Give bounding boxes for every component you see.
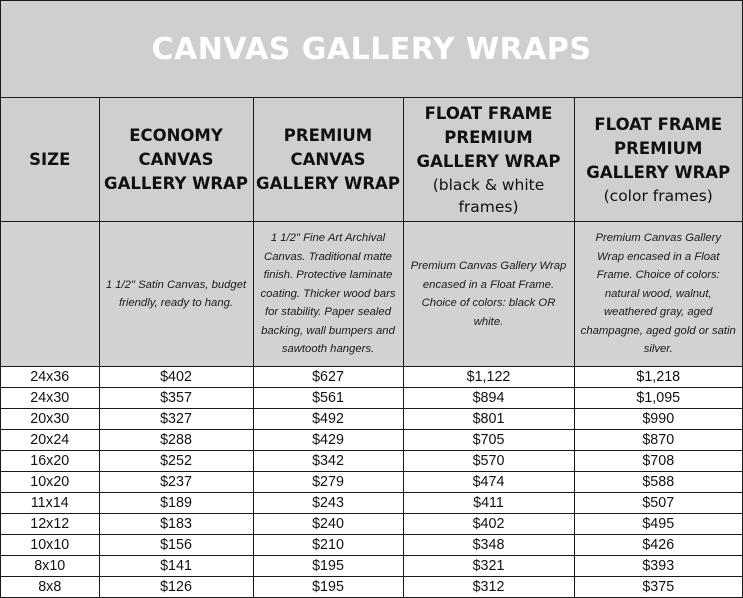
description-cell-float-bw: Premium Canvas Gallery Wrap encased in a Float Frame. Choice of colors: black OR white. bbox=[403, 222, 574, 367]
economy-price-cell: $183 bbox=[99, 514, 253, 535]
column-header-label: SIZE bbox=[29, 149, 71, 169]
float-bw-price-cell: $705 bbox=[403, 430, 574, 451]
float-bw-price-cell: $474 bbox=[403, 472, 574, 493]
table-row bbox=[1, 430, 742, 451]
economy-price-cell: $156 bbox=[99, 535, 253, 556]
economy-price-cell: $237 bbox=[99, 472, 253, 493]
float-color-price-cell: $708 bbox=[574, 451, 742, 472]
premium-price-cell: $561 bbox=[253, 388, 403, 409]
float-bw-price-cell: $801 bbox=[403, 409, 574, 430]
table-row bbox=[1, 514, 742, 535]
table-row bbox=[1, 556, 742, 577]
float-color-price-cell: $1,095 bbox=[574, 388, 742, 409]
column-header-note: (color frames) bbox=[603, 186, 713, 205]
column-header-economy bbox=[99, 98, 253, 222]
float-color-price-cell: $1,218 bbox=[574, 367, 742, 388]
float-color-price-cell: $375 bbox=[574, 577, 742, 598]
column-header-label: ECONOMY CANVAS GALLERY WRAP bbox=[104, 125, 248, 193]
description-cell-economy: 1 1/2" Satin Canvas, budget friendly, ready to hang. bbox=[99, 222, 253, 367]
description-cell-premium: 1 1/2" Fine Art Archival Canvas. Traditional matte finish. Protective laminate coating. Thicker wood bars for stability. Paper sealed backing, wall bumpers and sawtooth hangers. bbox=[253, 222, 403, 367]
column-header-label: FLOAT FRAME PREMIUM GALLERY WRAP bbox=[586, 114, 731, 182]
economy-price-cell: $402 bbox=[99, 367, 253, 388]
premium-price-cell: $279 bbox=[253, 472, 403, 493]
size-cell: 10x20 bbox=[1, 472, 99, 493]
size-cell: 16x20 bbox=[1, 451, 99, 472]
float-bw-price-cell: $321 bbox=[403, 556, 574, 577]
table-row bbox=[1, 472, 742, 493]
table-row bbox=[1, 535, 742, 556]
size-cell: 20x24 bbox=[1, 430, 99, 451]
float-bw-price-cell: $312 bbox=[403, 577, 574, 598]
premium-price-cell: $243 bbox=[253, 493, 403, 514]
float-color-price-cell: $426 bbox=[574, 535, 742, 556]
economy-price-cell: $141 bbox=[99, 556, 253, 577]
table-row bbox=[1, 577, 742, 598]
size-cell: 24x36 bbox=[1, 367, 99, 388]
column-header-label: FLOAT FRAME PREMIUM GALLERY WRAP bbox=[416, 103, 561, 171]
premium-price-cell: $627 bbox=[253, 367, 403, 388]
size-cell: 8x10 bbox=[1, 556, 99, 577]
premium-price-cell: $210 bbox=[253, 535, 403, 556]
column-header-label: PREMIUM CANVAS GALLERY WRAP bbox=[256, 125, 400, 193]
description-row bbox=[1, 222, 742, 367]
float-bw-price-cell: $894 bbox=[403, 388, 574, 409]
economy-price-cell: $327 bbox=[99, 409, 253, 430]
float-color-price-cell: $870 bbox=[574, 430, 742, 451]
premium-price-cell: $195 bbox=[253, 577, 403, 598]
float-bw-price-cell: $570 bbox=[403, 451, 574, 472]
float-color-price-cell: $990 bbox=[574, 409, 742, 430]
premium-price-cell: $342 bbox=[253, 451, 403, 472]
column-header-float-bw bbox=[403, 98, 574, 222]
float-color-price-cell: $495 bbox=[574, 514, 742, 535]
size-cell: 20x30 bbox=[1, 409, 99, 430]
header-row bbox=[1, 98, 742, 222]
table-row bbox=[1, 493, 742, 514]
premium-price-cell: $240 bbox=[253, 514, 403, 535]
premium-price-cell: $195 bbox=[253, 556, 403, 577]
economy-price-cell: $189 bbox=[99, 493, 253, 514]
economy-price-cell: $252 bbox=[99, 451, 253, 472]
economy-price-cell: $288 bbox=[99, 430, 253, 451]
title-bar bbox=[1, 1, 742, 98]
table-row bbox=[1, 451, 742, 472]
price-table bbox=[1, 98, 742, 598]
column-header-float-color bbox=[574, 98, 742, 222]
column-header-note: (black & white frames) bbox=[432, 175, 545, 216]
premium-price-cell: $429 bbox=[253, 430, 403, 451]
page-title: CANVAS GALLERY WRAPS bbox=[151, 31, 592, 67]
size-cell: 11x14 bbox=[1, 493, 99, 514]
float-bw-price-cell: $348 bbox=[403, 535, 574, 556]
column-header-premium bbox=[253, 98, 403, 222]
float-color-price-cell: $393 bbox=[574, 556, 742, 577]
float-bw-price-cell: $411 bbox=[403, 493, 574, 514]
price-rows bbox=[1, 367, 742, 598]
premium-price-cell: $492 bbox=[253, 409, 403, 430]
size-cell: 24x30 bbox=[1, 388, 99, 409]
column-header-size bbox=[1, 98, 99, 222]
float-color-price-cell: $507 bbox=[574, 493, 742, 514]
table-row bbox=[1, 409, 742, 430]
economy-price-cell: $357 bbox=[99, 388, 253, 409]
table-row bbox=[1, 367, 742, 388]
float-color-price-cell: $588 bbox=[574, 472, 742, 493]
size-cell: 10x10 bbox=[1, 535, 99, 556]
table-row bbox=[1, 388, 742, 409]
size-cell: 8x8 bbox=[1, 577, 99, 598]
description-cell-float-color: Premium Canvas Gallery Wrap encased in a Float Frame. Choice of colors: natural wood, walnut, weathered gray, aged champagne, aged gold or satin silver. bbox=[574, 222, 742, 367]
economy-price-cell: $126 bbox=[99, 577, 253, 598]
float-bw-price-cell: $402 bbox=[403, 514, 574, 535]
description-cell-size bbox=[1, 222, 99, 367]
size-cell: 12x12 bbox=[1, 514, 99, 535]
float-bw-price-cell: $1,122 bbox=[403, 367, 574, 388]
